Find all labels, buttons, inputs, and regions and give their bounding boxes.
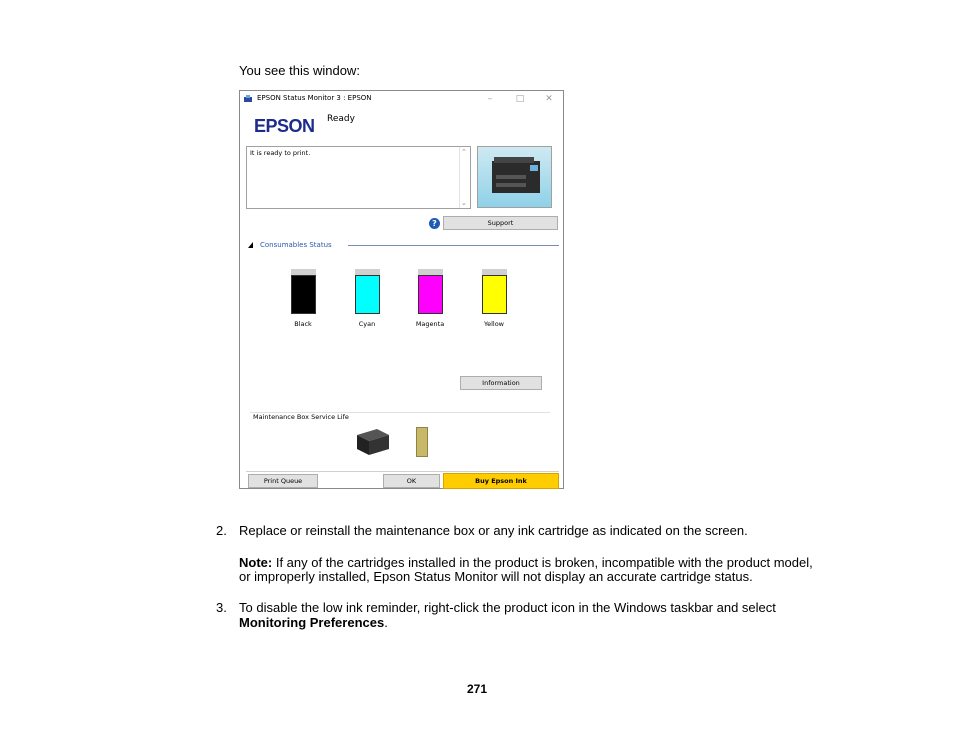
scroll-up-icon[interactable]: ⌃ bbox=[461, 148, 467, 156]
help-icon[interactable]: ? bbox=[429, 218, 440, 229]
footer-divider bbox=[246, 471, 559, 472]
status-message: It is ready to print. bbox=[250, 149, 311, 157]
maximize-button[interactable]: □ bbox=[515, 94, 525, 104]
support-button[interactable]: Support bbox=[443, 216, 558, 230]
print-queue-button[interactable]: Print Queue bbox=[248, 474, 318, 488]
cartridge-label-cyan: Cyan bbox=[358, 320, 376, 328]
scroll-down-icon[interactable]: ⌄ bbox=[461, 199, 467, 207]
ink-level-magenta bbox=[418, 275, 443, 314]
note-line-2: or improperly installed, Epson Status Monitor will not display an accurate cartridge status. bbox=[239, 569, 753, 584]
cartridge-magenta bbox=[418, 269, 443, 314]
minimize-button[interactable]: – bbox=[487, 94, 493, 104]
collapse-triangle-icon[interactable] bbox=[248, 242, 253, 248]
printer-image bbox=[477, 146, 552, 208]
note-text-1: If any of the cartridges installed in the product is broken, incompatible with the product model, bbox=[272, 555, 813, 570]
note-label: Note: bbox=[239, 555, 273, 570]
status-message-box[interactable] bbox=[246, 146, 471, 209]
ink-level-black bbox=[291, 275, 316, 314]
maintenance-box-label: Maintenance Box Service Life bbox=[253, 413, 349, 421]
maintenance-box-level bbox=[416, 427, 428, 457]
cartridge-label-yellow: Yellow bbox=[483, 320, 504, 328]
step-2-text: Replace or reinstall the maintenance box or any ink cartridge as indicated on the screen. bbox=[239, 523, 748, 538]
step-2-number: 2. bbox=[216, 523, 227, 538]
close-button[interactable]: ✕ bbox=[545, 94, 553, 104]
message-scrollbar[interactable] bbox=[459, 147, 470, 208]
page-number: 271 bbox=[467, 682, 488, 696]
window-title: EPSON Status Monitor 3 : EPSON bbox=[257, 94, 372, 102]
cartridge-yellow bbox=[482, 269, 507, 314]
ok-button[interactable]: OK bbox=[383, 474, 440, 488]
step-3-number: 3. bbox=[216, 600, 227, 615]
section-divider bbox=[348, 245, 559, 246]
ink-level-cyan bbox=[355, 275, 380, 314]
title-bar bbox=[240, 91, 563, 109]
consumables-status-label: Consumables Status bbox=[260, 241, 332, 249]
printer-icon bbox=[478, 147, 551, 207]
ink-level-yellow bbox=[482, 275, 507, 314]
printer-app-icon bbox=[243, 94, 253, 104]
maintenance-box-icon bbox=[353, 425, 393, 457]
cartridge-cyan bbox=[355, 269, 380, 314]
buy-epson-ink-button[interactable]: Buy Epson Ink bbox=[443, 473, 559, 489]
monitoring-preferences-text: Monitoring Preferences bbox=[239, 615, 385, 630]
printer-status: Ready bbox=[327, 114, 355, 124]
cartridge-label-black: Black bbox=[294, 320, 312, 328]
intro-text: You see this window: bbox=[239, 63, 360, 78]
note-line-1 bbox=[239, 555, 813, 570]
epson-logo: EPSON bbox=[254, 116, 315, 136]
step-3-text: To disable the low ink reminder, right-click the product icon in the Windows taskbar and select bbox=[239, 600, 776, 615]
status-monitor-window bbox=[239, 90, 564, 489]
step-3-suffix: . bbox=[384, 615, 388, 630]
cartridge-label-magenta: Magenta bbox=[415, 320, 445, 328]
step-3-line-2 bbox=[239, 615, 388, 630]
cartridge-black bbox=[291, 269, 316, 314]
information-button[interactable]: Information bbox=[460, 376, 542, 390]
